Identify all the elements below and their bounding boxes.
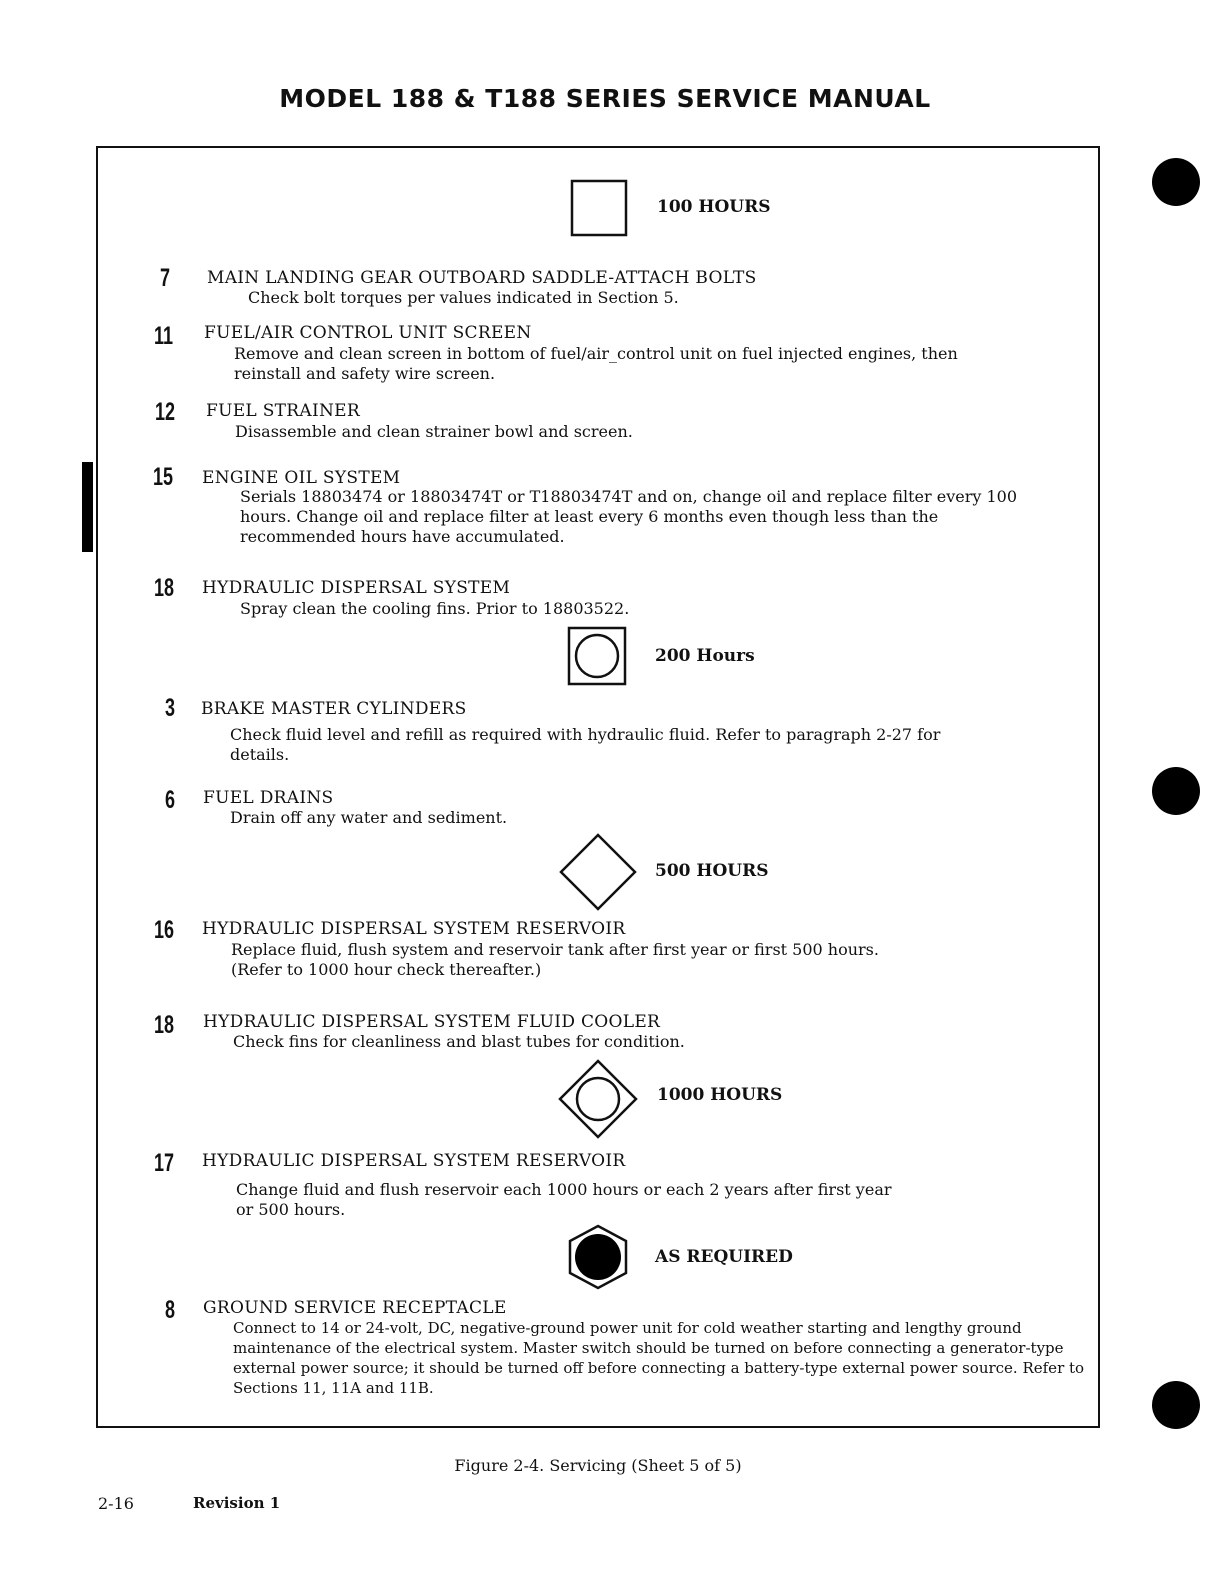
item-number: 7 [160, 264, 171, 292]
item-title: MAIN LANDING GEAR OUTBOARD SADDLE-ATTACH BOLTS [207, 268, 757, 288]
item-description: Drain off any water and sediment. [230, 808, 508, 827]
item-title: FUEL DRAINS [203, 788, 334, 808]
interval-label: AS REQUIRED [655, 1247, 793, 1267]
hexagon-filled-icon [565, 1224, 631, 1290]
item-description: Replace fluid, flush system and reservoir tank after first year or first 500 hours. (Refer to 1000 hour check thereafter.) [231, 940, 879, 979]
binder-hole-icon [1152, 158, 1200, 206]
item-number: 18 [154, 574, 175, 602]
binder-hole-icon [1152, 767, 1200, 815]
interval-label: 1000 HOURS [657, 1085, 783, 1105]
item-title: FUEL/AIR CONTROL UNIT SCREEN [204, 323, 532, 343]
item-number: 17 [154, 1149, 175, 1177]
diamond-circle-icon [557, 1058, 639, 1140]
square-icon [570, 179, 628, 237]
item-number: 16 [154, 916, 175, 944]
figure-caption: Figure 2-4. Servicing (Sheet 5 of 5) [454, 1456, 742, 1475]
binder-hole-icon [1152, 1381, 1200, 1429]
item-number: 11 [154, 322, 174, 350]
item-description: Check bolt torques per values indicated in Section 5. [248, 288, 679, 307]
interval-label: 500 HOURS [655, 861, 769, 881]
page-title: MODEL 188 & T188 SERIES SERVICE MANUAL [279, 84, 931, 113]
item-description: Connect to 14 or 24-volt, DC, negative-ground power unit for cold weather starting and lengthy ground maintenance of the electrical system. Master switch should be turned on before connecting a generator-type external power source; it should be turned off before connecting a battery-type external power source. Refer to Sections 11, 11A and 11B. [233, 1319, 1085, 1397]
interval-label: 200 Hours [655, 646, 755, 666]
page-number: 2-16 [98, 1494, 134, 1513]
item-title: HYDRAULIC DISPERSAL SYSTEM RESERVOIR [202, 919, 626, 939]
interval-label: 100 HOURS [657, 197, 771, 217]
item-description: Spray clean the cooling fins. Prior to 18803522. [240, 599, 630, 618]
revision-bar [82, 462, 93, 552]
item-description: Disassemble and clean strainer bowl and screen. [235, 422, 633, 441]
item-description: Check fluid level and refill as required with hydraulic fluid. Refer to paragraph 2-27 for details. [230, 725, 941, 764]
item-number: 8 [165, 1296, 176, 1324]
item-number: 3 [165, 694, 176, 722]
item-description: Check fins for cleanliness and blast tubes for condition. [233, 1032, 685, 1051]
item-title: FUEL STRAINER [206, 401, 360, 421]
revision-label: Revision 1 [193, 1494, 281, 1512]
item-title: BRAKE MASTER CYLINDERS [201, 699, 467, 719]
item-title: HYDRAULIC DISPERSAL SYSTEM FLUID COOLER [203, 1012, 661, 1032]
item-description: Change fluid and flush reservoir each 1000 hours or each 2 years after first year or 500 hours. [236, 1180, 892, 1219]
item-title: ENGINE OIL SYSTEM [202, 468, 401, 488]
item-title: GROUND SERVICE RECEPTACLE [203, 1298, 507, 1318]
item-description: Remove and clean screen in bottom of fuel/air_control unit on fuel injected engines, then reinstall and safety wire screen. [234, 344, 958, 383]
square-circle-icon [567, 626, 627, 686]
item-number: 6 [165, 786, 176, 814]
item-description: Serials 18803474 or 18803474T or T18803474T and on, change oil and replace filter every 100 hours. Change oil and replace filter at least every 6 months even though less than the recommended hours have accumulated. [240, 487, 1018, 546]
item-number: 15 [153, 463, 174, 491]
diamond-icon [558, 832, 638, 912]
item-number: 18 [154, 1011, 175, 1039]
item-number: 12 [155, 398, 176, 426]
item-title: HYDRAULIC DISPERSAL SYSTEM RESERVOIR [202, 1151, 626, 1171]
item-title: HYDRAULIC DISPERSAL SYSTEM [202, 578, 511, 598]
